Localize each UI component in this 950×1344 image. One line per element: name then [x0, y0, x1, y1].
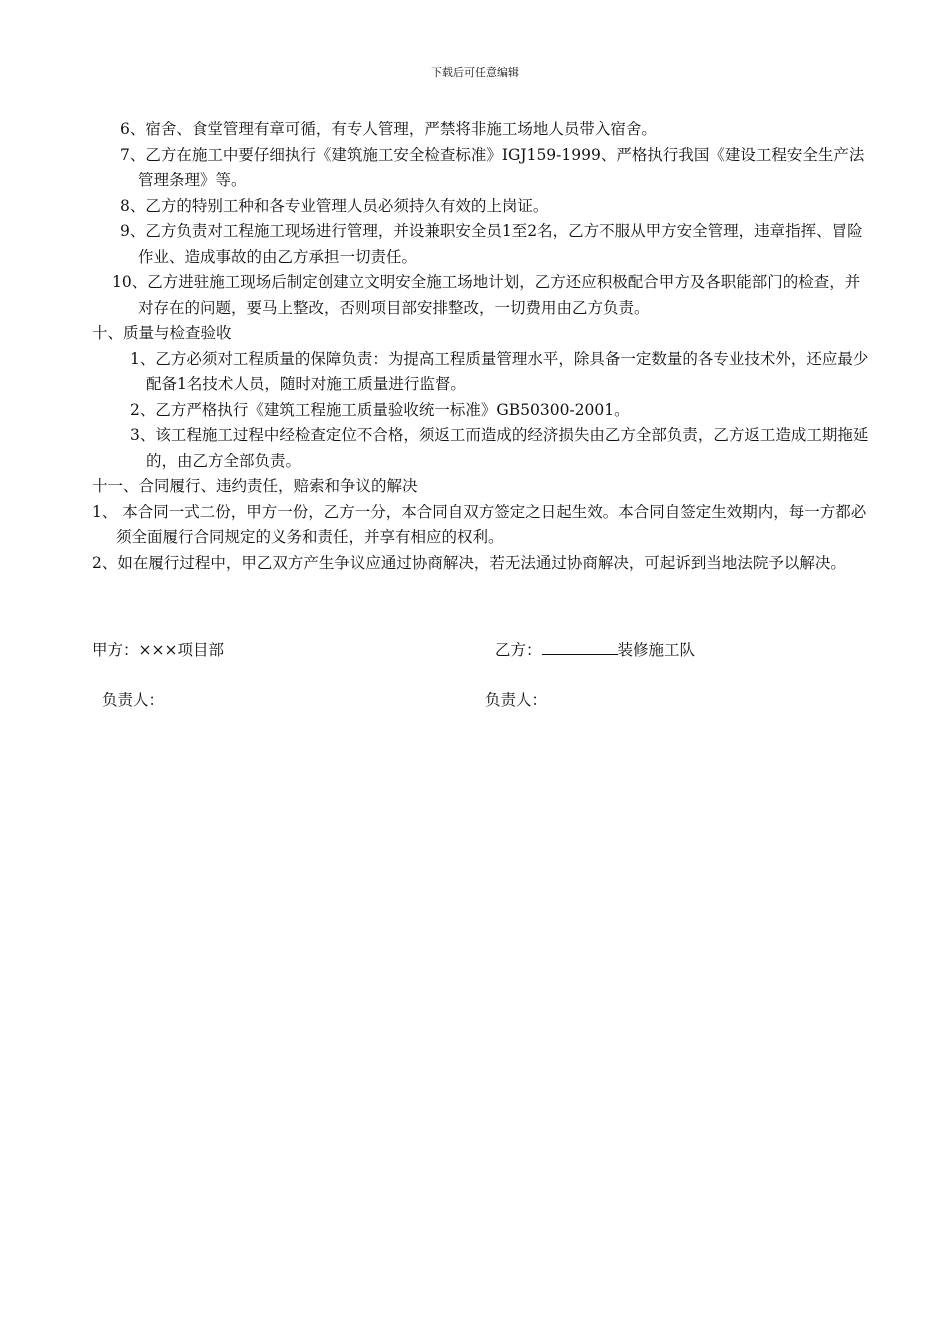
clause-8: 8、乙方的特别工种和各专业管理人员必须持久有效的上岗证。	[120, 196, 549, 215]
party-b-signature	[495, 640, 695, 660]
section-10-item-1: 1、乙方必须对工程质量的保障负责：为提高工程质量管理水平，除具备一定数量的各专业技术外，还应最少配备1名技术人员，随时对施工质量进行监督。	[130, 349, 869, 393]
section-10-item-3: 3、该工程施工过程中经检查定位不合格，须返工而造成的经济损失由乙方全部负责，乙方返工造成工期拖延的，由乙方全部负责。	[130, 426, 869, 470]
page-header: 下载后可任意编辑	[431, 66, 519, 79]
document-body	[92, 117, 872, 576]
clause-9: 9、乙方负责对工程施工现场进行管理，并设兼职安全员1至2名，乙方不服从甲方安全管理，违章指挥、冒险作业、造成事故的由乙方承担一切责任。	[120, 222, 863, 266]
section-10-item-2: 2、乙方严格执行《建筑工程施工质量验收统一标准》GB50300-2001。	[130, 400, 630, 419]
clause-6: 6、宿舍、食堂管理有章可循，有专人管理，严禁将非施工场地人员带入宿舍。	[120, 120, 657, 138]
party-b-responsible: 负责人：	[485, 691, 548, 709]
clause-7: 7、乙方在施工中要仔细执行《建筑施工安全检查标准》IGJ159-1999、严格执行我国《建设工程安全生产法管理条理》等。	[120, 145, 865, 189]
party-b-prefix: 乙方：	[495, 641, 542, 659]
clause-10: 10、乙方进驻施工现场后制定创建立文明安全施工场地计划，乙方还应积极配合甲方及各职能部门的检查，并对存在的问题，要马上整改，否则项目部安排整改，一切费用由乙方负责。	[112, 273, 861, 317]
party-b-suffix: 装修施工队	[617, 641, 696, 659]
section-11-title: 十一、合同履行、违约责任，赔索和争议的解决	[92, 477, 418, 495]
section-11-item-2: 2、如在履行过程中，甲乙双方产生争议应通过协商解决，若无法通过协商解决，可起诉到当地法院予以解决。	[92, 553, 846, 572]
party-a-signature: 甲方：×××项目部	[92, 641, 224, 659]
section-11-item-1: 1、 本合同一式二份，甲方一份，乙方一分，本合同自双方签定之日起生效。本合同自签定生效期内，每一方都必须全面履行合同规定的义务和责任，并享有相应的权利。	[92, 502, 867, 546]
party-a-responsible: 负责人：	[102, 691, 165, 709]
party-b-blank-line	[542, 640, 618, 655]
section-10-title: 十、质量与检查验收	[92, 324, 232, 342]
